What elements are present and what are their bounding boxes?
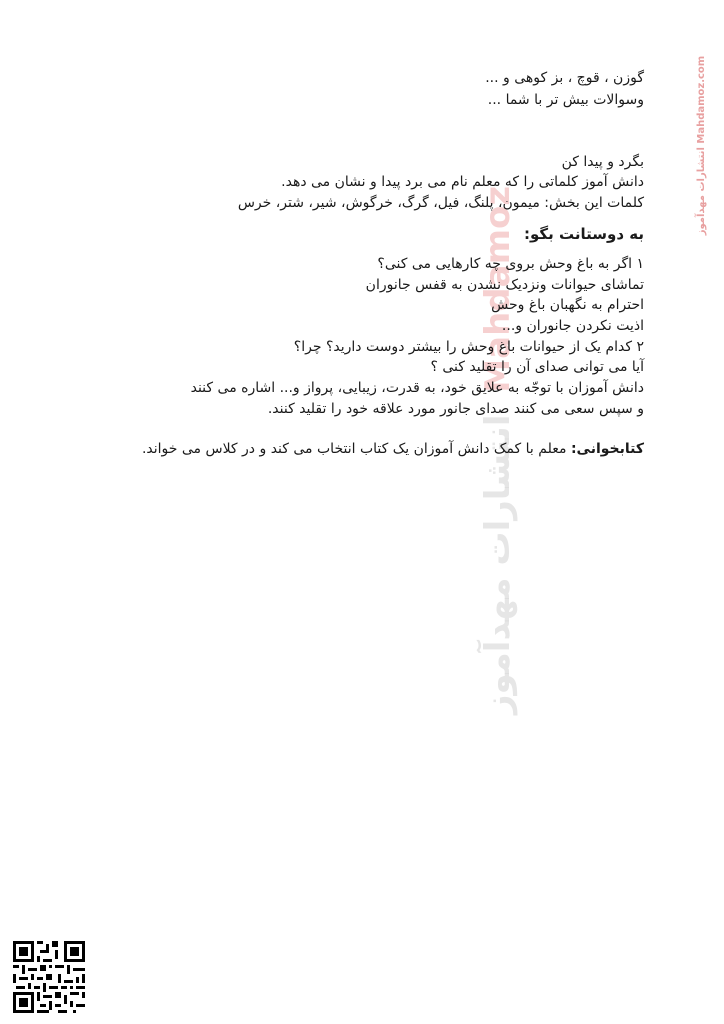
answer-2: احترام به نگهبان باغ وحش xyxy=(491,297,644,313)
answer-4: دانش آموزان با توجّه به علایق خود، به قدرت، زیبایی، پرواز و... اشاره می کنند xyxy=(190,380,644,396)
text-line-1: گوزن ، قوچ ، بز کوهی و ... xyxy=(485,70,644,86)
side-watermark xyxy=(690,40,714,250)
qr-code-icon xyxy=(13,941,85,1013)
text-line-words: کلمات این بخش: میمون، پلنگ، فیل، گرگ، خرگوش، شیر، شتر، خرس xyxy=(237,195,644,211)
section-heading-tell-friends: به دوستانت بگو: xyxy=(524,225,644,243)
text-line-2: وسوالات بیش تر با شما ... xyxy=(487,92,644,108)
reading-label: کتابخوانی: xyxy=(570,441,644,457)
reading-paragraph xyxy=(142,439,644,459)
question-3: آیا می توانی صدای آن را تقلید کنی ؟ xyxy=(430,359,644,375)
text-line-find-desc: دانش آموز کلماتی را که معلم نام می برد پیدا و نشان می دهد. xyxy=(281,174,644,190)
answer-3: اذیت نکردن جانوران و... xyxy=(501,318,644,334)
answer-1: تماشای حیوانات ونزدیک نشدن به قفس جانوران xyxy=(365,277,644,293)
section-title-find: بگرد و پیدا کن xyxy=(561,154,644,170)
answer-5: و سپس سعی می کنند صدای جانور مورد علاقه خود را تقلید کنند. xyxy=(267,401,644,417)
watermark-persian: انتشارات مهدآموز xyxy=(478,414,518,715)
watermark-latin: Mahdamoz xyxy=(478,185,518,393)
reading-text: معلم با کمک دانش آموزان یک کتاب انتخاب می کند و در کلاس می خواند. xyxy=(141,441,571,457)
question-1: ۱ اگر به باغ وحش بروی چه کارهایی می کنی؟ xyxy=(377,256,644,272)
question-2: ۲ کدام یک از حیوانات باغ وحش را بیشتر دوست دارید؟ چرا؟ xyxy=(293,339,644,355)
side-watermark-text: انتشارات مهدآموز Mahdamoz.com xyxy=(696,55,708,235)
